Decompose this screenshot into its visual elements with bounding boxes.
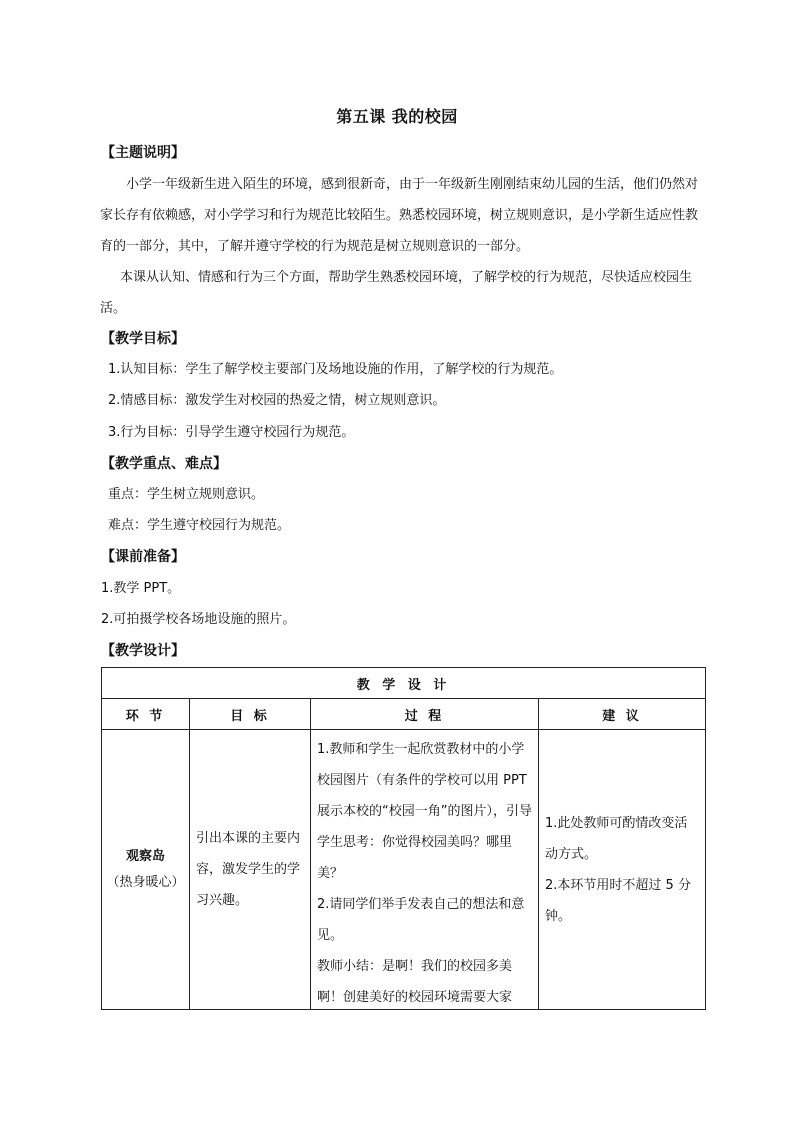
header-suggestion: 建 议 bbox=[539, 699, 706, 730]
key-point-item-2: 难点：学生遵守校园行为规范。 bbox=[108, 518, 291, 533]
document-title: 第五课 我的校园 bbox=[336, 107, 458, 126]
goal-item-2: 2.情感目标：激发学生对校园的热爱之情，树立规则意识。 bbox=[108, 393, 446, 408]
table-caption: 教 学 设 计 bbox=[102, 668, 706, 699]
goal-item-1: 1.认知目标：学生了解学校主要部门及场地设施的作用，了解学校的行为规范。 bbox=[108, 362, 563, 377]
stage-name: 观察岛 bbox=[125, 848, 165, 864]
theme-paragraph-1-text: 小学一年级新生进入陌生的环境，感到很新奇，由于一年级新生刚刚结束幼儿园的生活，他们仍然对家长存有依赖感，对小学学习和行为规范比较陌生。熟悉校园环境，树立规则意识，是小学新生适应性教育的一部分，其中，了解并遵守学校的行为规范是树立规则意识的一部分。 bbox=[100, 177, 699, 254]
cell-process bbox=[311, 730, 539, 1010]
process-step-1: 1.教师和学生一起欣赏教材中的小学校园图片（有条件的学校可以用 PPT 展示本校的“校园一角”的图片），引导学生思考：你觉得校园美吗？哪里美？ bbox=[317, 742, 532, 881]
header-process: 过 程 bbox=[311, 699, 539, 730]
theme-paragraph-2-text: 本课从认知、情感和行为三个方面，帮助学生熟悉校园环境，了解学校的行为规范，尽快适应校园生活。 bbox=[100, 270, 693, 316]
process-step-2: 2.请同学们举手发表自己的想法和意见。 bbox=[317, 897, 525, 943]
cell-suggestion bbox=[539, 730, 706, 1010]
heading-key-points: 【教学重点、难点】 bbox=[101, 456, 227, 472]
theme-paragraph-2 bbox=[100, 262, 700, 324]
heading-design: 【教学设计】 bbox=[101, 643, 185, 659]
prep-item-2: 2.可拍摄学校各场地设施的照片。 bbox=[101, 612, 296, 627]
stage-subtitle: （热身暖心） bbox=[106, 874, 185, 890]
cell-goal bbox=[190, 730, 311, 1010]
table-row bbox=[102, 730, 706, 1010]
suggestion-1: 1.此处教师可酌情改变活动方式。 bbox=[545, 815, 688, 862]
key-point-item-1: 重点：学生树立规则意识。 bbox=[108, 487, 265, 502]
cell-stage bbox=[102, 730, 190, 1010]
teaching-design-table bbox=[101, 667, 706, 1010]
heading-goals: 【教学目标】 bbox=[101, 331, 185, 347]
table-header-row bbox=[102, 699, 706, 730]
suggestion-2: 2.本环节用时不超过 5 分钟。 bbox=[545, 877, 691, 924]
goal-text: 引出本课的主要内容，激发学生的学习兴趣。 bbox=[196, 831, 301, 908]
goal-item-3: 3.行为目标：引导学生遵守校园行为规范。 bbox=[108, 425, 355, 440]
process-content bbox=[317, 734, 532, 1008]
prep-item-1: 1.教学 PPT。 bbox=[101, 581, 181, 596]
process-summary: 教师小结：是啊！我们的校园多美啊！创建美好的校园环境需要大家 bbox=[317, 959, 513, 1005]
theme-paragraph-1 bbox=[100, 169, 700, 262]
header-goal: 目 标 bbox=[190, 699, 311, 730]
heading-theme: 【主题说明】 bbox=[101, 145, 185, 161]
table-caption-row bbox=[102, 668, 706, 699]
heading-prep: 【课前准备】 bbox=[101, 549, 185, 565]
header-stage: 环 节 bbox=[102, 699, 190, 730]
